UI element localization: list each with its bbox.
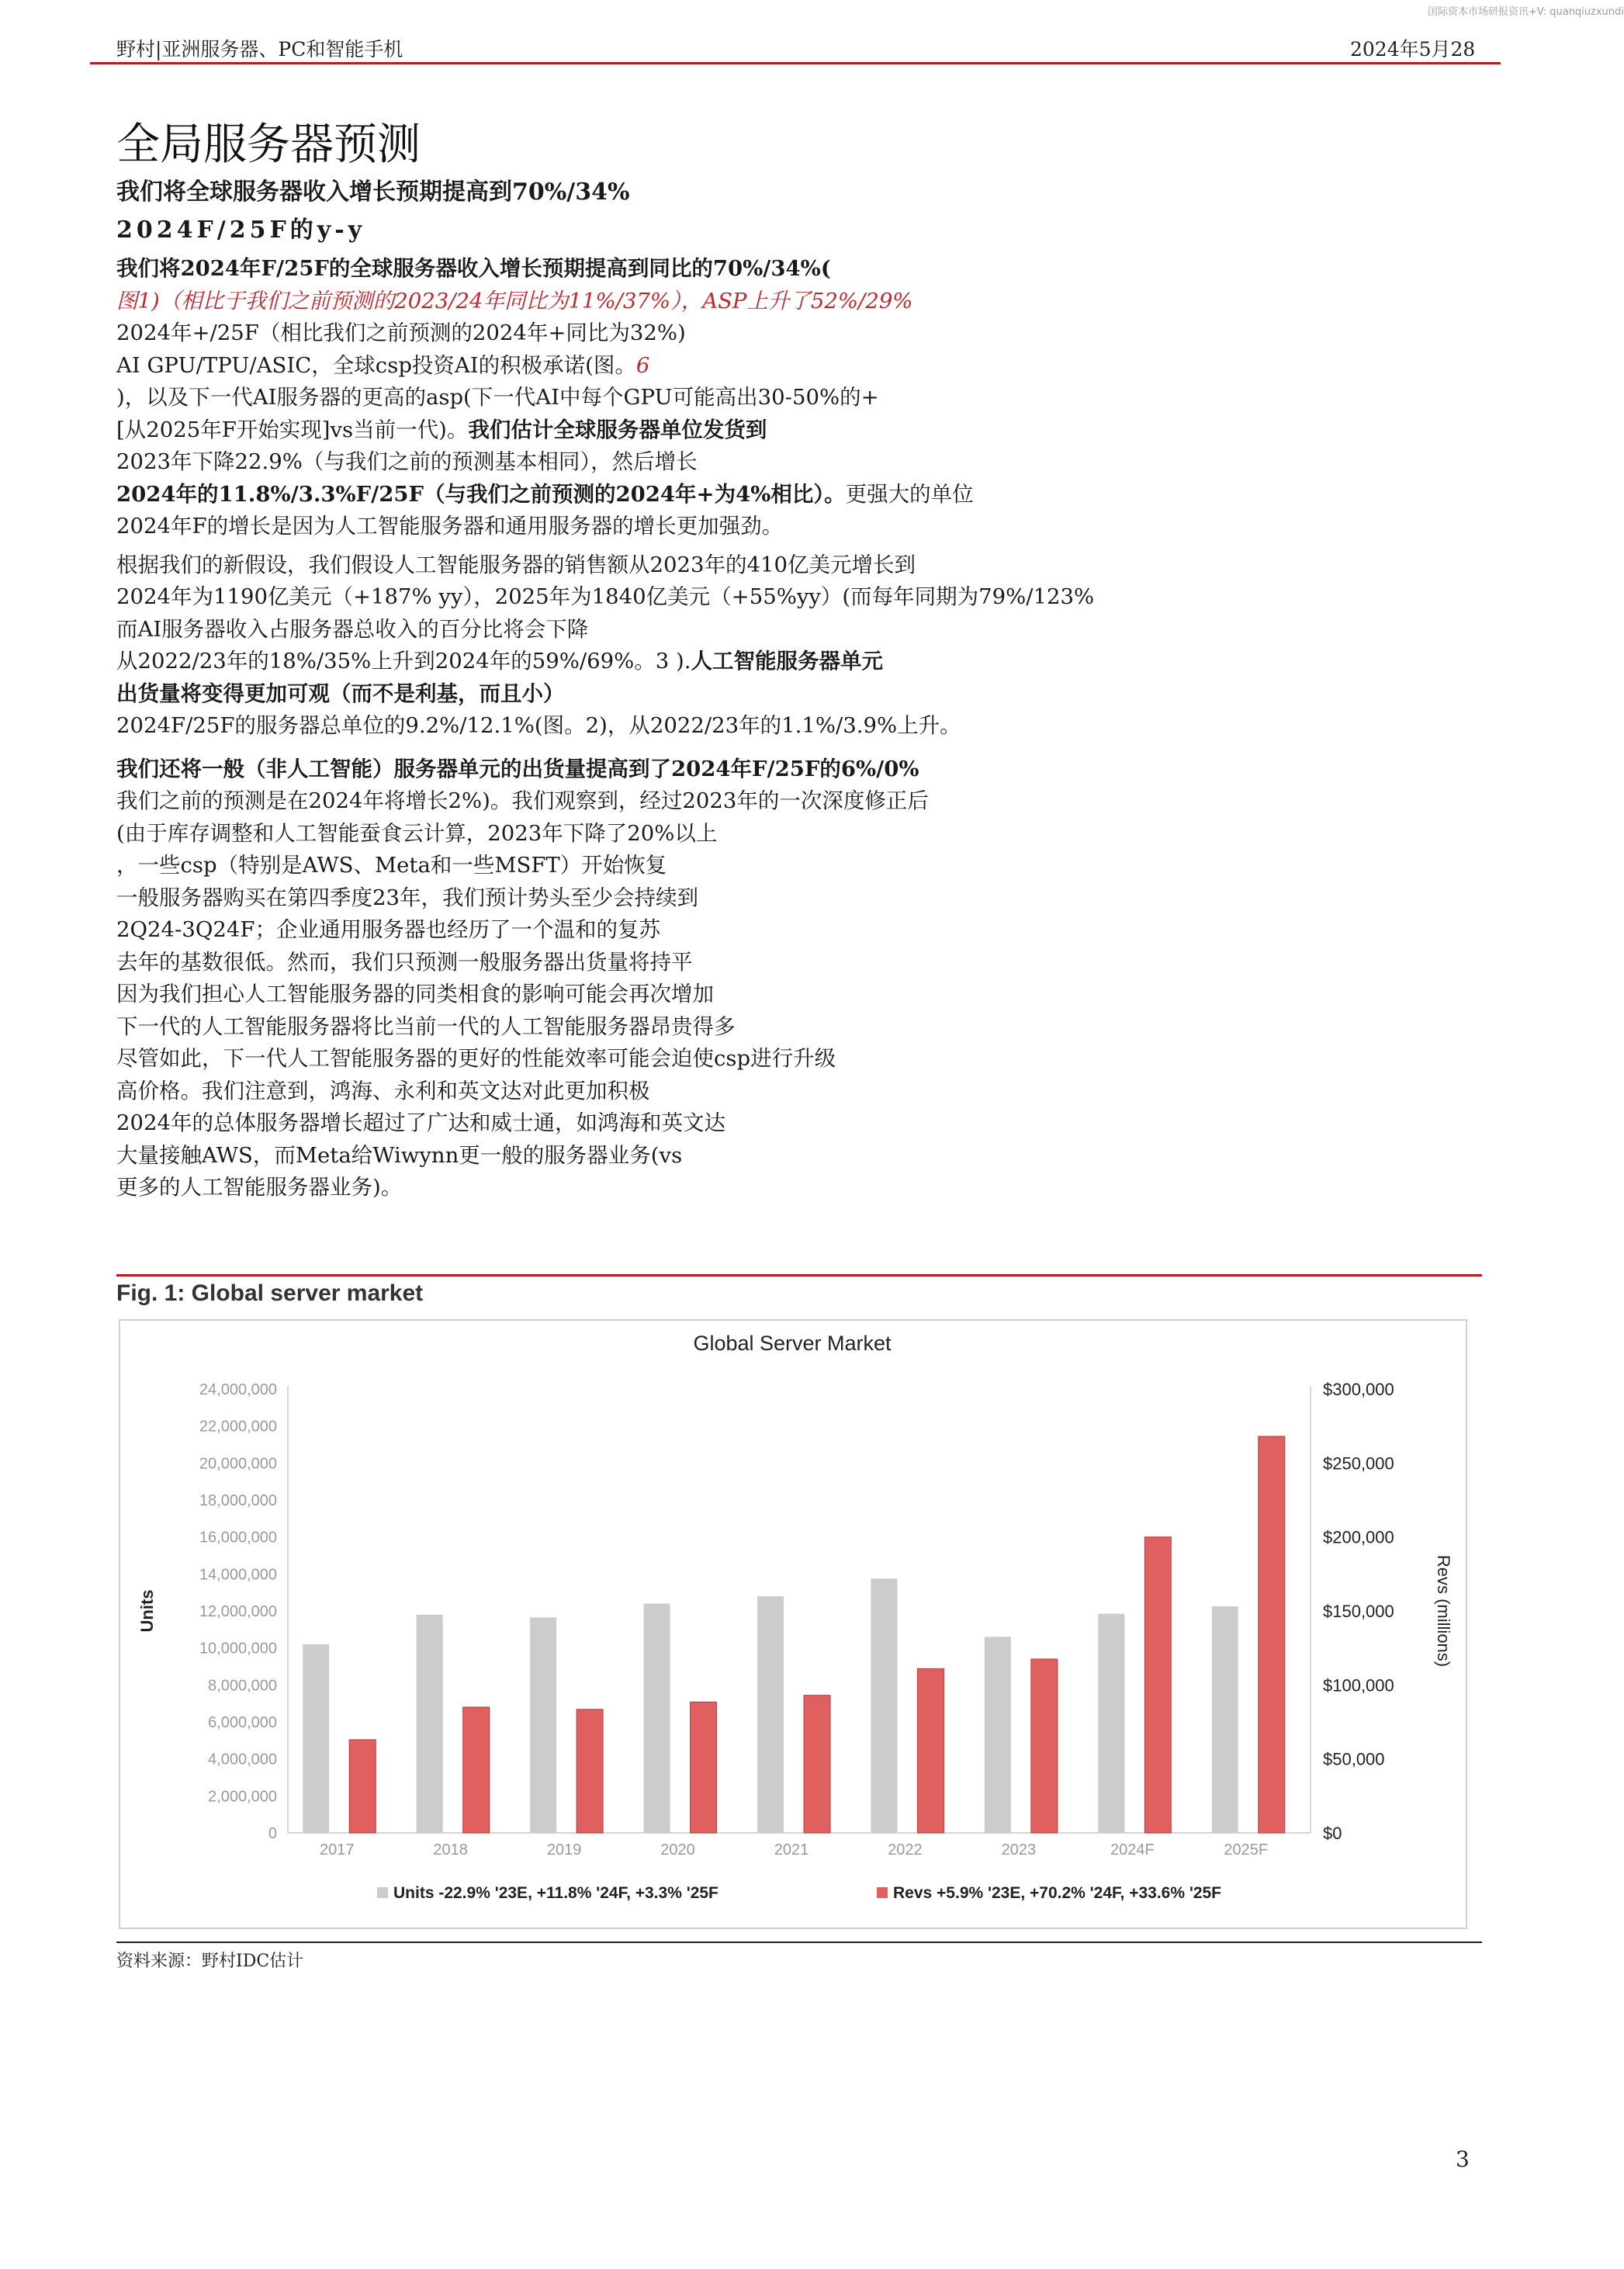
page-title: 全局服务器预测 (116, 120, 421, 170)
x-tick-label: 2023 (1001, 1841, 1037, 1859)
units-bar (530, 1617, 556, 1833)
y-tick-label: 14,000,000 (199, 1566, 277, 1584)
y-axis-title: Units (137, 1589, 157, 1633)
y2-tick-label: $200,000 (1323, 1527, 1394, 1547)
figure-source: 资料来源：野村IDC估计 (116, 1952, 304, 1971)
units-bar (757, 1596, 784, 1833)
text-line: 出货量将变得更加可观（而不是利基，而且小） (116, 681, 565, 706)
watermark: 国际资本市场研报资讯+V: quanqiuzxundi (1428, 6, 1624, 18)
text-line (116, 646, 1102, 678)
x-tick-label: 2022 (888, 1841, 923, 1859)
units-bar (871, 1578, 897, 1833)
text-line: )，以及下一代AI服务器的更高的asp(下一代AI中每个GPU可能高出30-50%的+ (116, 385, 879, 410)
paragraph-gap (116, 743, 1102, 753)
y2-tick-label: $150,000 (1323, 1602, 1394, 1621)
legend-swatch-units (377, 1887, 388, 1898)
units-bar (303, 1644, 329, 1833)
revs-bar (917, 1668, 944, 1833)
text-line: 因为我们担心人工智能服务器的同类相食的影响可能会再次增加 (116, 982, 714, 1006)
revs-bar (463, 1707, 490, 1833)
text-line: 更多的人工智能服务器业务)。 (116, 1175, 403, 1200)
x-tick-label: 2017 (319, 1841, 355, 1859)
text-span-bold: 人工智能服务器单元 (691, 649, 883, 674)
text-line: 2023年下降22.9%（与我们之前的预测基本相同），然后增长 (116, 449, 698, 474)
figure-divider (116, 1274, 1482, 1277)
text-line: 而AI服务器收入占服务器总收入的百分比将会下降 (116, 616, 589, 642)
y-tick-label: 6,000,000 (208, 1714, 277, 1731)
text-line: 大量接触AWS，而Meta给Wiwynn更一般的服务器业务(vs (116, 1142, 683, 1168)
y-tick-label: 22,000,000 (199, 1418, 277, 1436)
x-tick-label: 2024F (1110, 1841, 1155, 1859)
subtitle-line-2: 2024F/25F的y-y (116, 217, 366, 244)
x-tick-label: 2019 (546, 1841, 582, 1859)
y-tick-label: 0 (268, 1825, 277, 1842)
chart-axes (137, 1380, 1453, 1859)
y2-tick-label: $300,000 (1323, 1380, 1394, 1399)
text-line: ，一些csp（特别是AWS、Meta和一些MSFT）开始恢复 (116, 853, 667, 878)
text-span-bold: 2024年的11.8%/3.3%F/25F（与我们之前预测的2024年+为4%相比）。 (116, 481, 846, 507)
x-tick-label: 2021 (774, 1841, 809, 1859)
header-date: 2024年5月28 (1350, 38, 1476, 61)
y2-tick-label: $100,000 (1323, 1675, 1394, 1696)
text-line (116, 414, 1102, 447)
body-text (116, 253, 1102, 1204)
legend-label-units: Units -22.9% '23E, +11.8% '24F, +3.3% '25F (393, 1884, 719, 1902)
text-line: 2024F/25F的服务器总单位的9.2%/12.1%(图。2)，从2022/23年的1.1%/3.9%上升。 (116, 713, 961, 738)
legend-label-revs: Revs +5.9% '23E, +70.2% '24F, +33.6% '25F (893, 1884, 1222, 1902)
y2-tick-label: $50,000 (1323, 1749, 1385, 1769)
text-span: 从2022/23年的18%/35%上升到2024年的59%/69%。3 ). (116, 649, 691, 674)
revs-bar (804, 1696, 830, 1833)
text-line: (由于库存调整和人工智能蚕食云计算，2023年下降了20%以上 (116, 820, 718, 846)
y-tick-label: 20,000,000 (199, 1455, 277, 1473)
y2-tick-label: $0 (1323, 1824, 1342, 1843)
text-span: [从2025年F开始实现]vs当前一代)。 (116, 417, 469, 442)
y-tick-label: 18,000,000 (199, 1492, 277, 1509)
legend-swatch-revs (877, 1887, 888, 1898)
text-line: 2024年F的增长是因为人工智能服务器和通用服务器的增长更加强劲。 (116, 514, 784, 539)
text-line: 根据我们的新假设，我们假设人工智能服务器的销售额从2023年的410亿美元增长到 (116, 552, 916, 577)
revs-bar (1144, 1537, 1171, 1833)
units-bar (644, 1603, 670, 1833)
text-line: 2Q24-3Q24F；企业通用服务器也经历了一个温和的复苏 (116, 917, 660, 942)
text-line: 2024年+/25F（相比我们之前预测的2024年+同比为32%) (116, 320, 686, 345)
text-line: 下一代的人工智能服务器将比当前一代的人工智能服务器昂贵得多 (116, 1013, 736, 1039)
chart-frame (119, 1319, 1467, 1929)
units-bar (985, 1637, 1011, 1833)
x-tick-label: 2020 (660, 1841, 695, 1859)
x-tick-label: 2018 (433, 1841, 468, 1859)
text-line: 去年的基数很低。然而，我们只预测一般服务器出货量将持平 (116, 949, 693, 975)
text-line (116, 479, 1102, 511)
y-tick-label: 2,000,000 (208, 1788, 277, 1806)
paragraph-gap (116, 543, 1102, 549)
text-line: 尽管如此，下一代人工智能服务器的更好的性能效率可能会迫使csp进行升级 (116, 1046, 836, 1071)
page-number: 3 (1456, 2146, 1470, 2172)
revs-bar (1031, 1659, 1058, 1833)
units-bar (417, 1615, 443, 1833)
header-divider (90, 62, 1501, 64)
text-line: 我们将2024年F/25F的全球服务器收入增长预期提高到同比的70%/34%( (116, 256, 831, 281)
units-bar (1212, 1606, 1238, 1833)
text-line: 我们之前的预测是在2024年将增长2%)。我们观察到，经过2023年的一次深度修正后 (116, 788, 929, 813)
text-span: AI GPU/TPU/ASIC，全球csp投资AI的积极承诺(图。 (116, 352, 636, 378)
text-line: 图1)（相比于我们之前预测的2023/24年同比为11%/37%），ASP上升了52%/29% (116, 288, 913, 314)
y2-tick-label: $250,000 (1323, 1453, 1394, 1474)
header-title: 野村|亚洲服务器、PC和智能手机 (116, 38, 403, 61)
revs-bar (577, 1710, 603, 1833)
text-line: 高价格。我们注意到，鸿海、永利和英文达对此更加积极 (116, 1078, 650, 1103)
text-line: 2024年的总体服务器增长超过了广达和威士通，如鸿海和英文达 (116, 1110, 725, 1135)
global-server-market-chart (120, 1321, 1466, 1928)
y-tick-label: 10,000,000 (199, 1640, 277, 1658)
y-tick-label: 16,000,000 (199, 1529, 277, 1547)
text-line: 2024年为1190亿美元（+187% yy），2025年为1840亿美元（+55%yy）(而每年同期为79%/123% (116, 584, 1095, 609)
revs-bar (691, 1702, 717, 1833)
subtitle-line-1: 我们将全球服务器收入增长预期提高到70%/34% (116, 178, 630, 206)
revs-bar (1259, 1436, 1285, 1833)
chart-title: Global Server Market (693, 1332, 892, 1355)
y-tick-label: 24,000,000 (199, 1381, 277, 1398)
figure-reference: 6 (635, 352, 650, 378)
x-tick-label: 2025F (1224, 1841, 1269, 1859)
text-line: 一般服务器购买在第四季度23年，我们预计势头至少会持续到 (116, 885, 698, 910)
revs-bar (349, 1740, 376, 1833)
units-bar (1098, 1614, 1124, 1833)
text-line: 我们还将一般（非人工智能）服务器单元的出货量提高到了2024年F/25F的6%/0% (116, 756, 919, 781)
y-tick-label: 8,000,000 (208, 1677, 277, 1695)
chart-legend (377, 1884, 1221, 1902)
y-tick-label: 12,000,000 (199, 1603, 277, 1620)
chart-bars (303, 1436, 1285, 1833)
text-span: 更强大的单位 (845, 481, 974, 507)
y-tick-label: 4,000,000 (208, 1751, 277, 1768)
source-divider (116, 1942, 1482, 1943)
text-span-bold: 我们估计全球服务器单位发货到 (468, 417, 767, 442)
figure-title: Fig. 1: Global server market (116, 1280, 424, 1306)
text-line (116, 350, 1102, 383)
y2-axis-title: Revs (millions) (1434, 1554, 1453, 1668)
